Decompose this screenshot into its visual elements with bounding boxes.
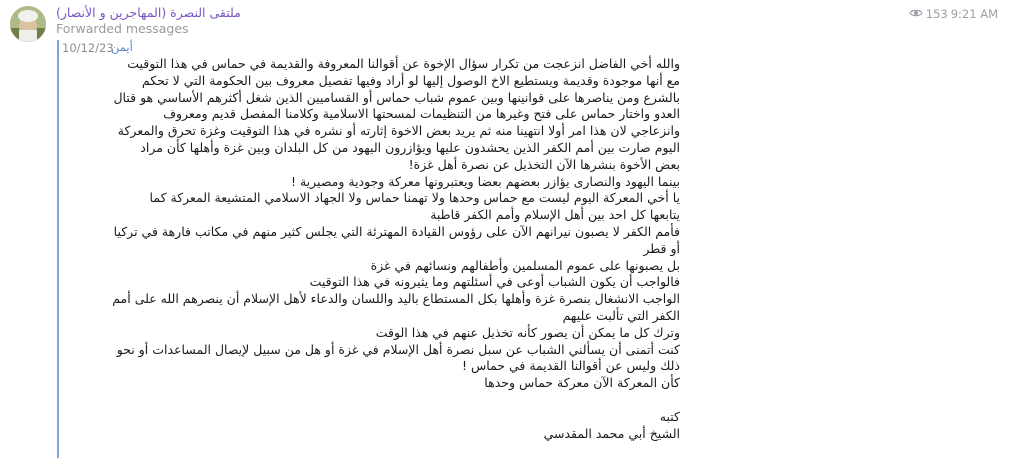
- channel-name[interactable]: ملتقى النصرة (المهاجرين و الأنصار): [56, 5, 241, 20]
- message-line: العدو واختار حماس على فتح وغيرها من التنظيمات لمسحتها الاسلامية وكلامنا المفصل قديم ومعروف: [163, 106, 680, 122]
- message-line: فأمم الكفر لا يصبون نيرانهم الآن على رؤوس القيادة المهترئة التي يجلس كثير منهم في مكاتب فارهة في تركيا: [113, 223, 680, 239]
- message-line: يتابعها كل احد بين أهل الإسلام وأمم الكفر قاطبة: [430, 207, 680, 223]
- message-line: ذلك وليس عن أقوالنا القديمة في حماس !: [461, 358, 680, 374]
- message-line: كأن المعركة الآن معركة حماس وحدها: [484, 375, 680, 391]
- view-count: 153: [925, 7, 948, 21]
- message-line: بل يصبونها على عموم المسلمين وأطفالهم ونسائهم في غزة: [370, 257, 680, 273]
- message-line: الواجب الانشغال بنصرة غزة وأهلها بكل المستطاع باليد واللسان والدعاء لأهل الإسلام أن ينصرهم الله على أمم: [112, 291, 680, 307]
- message-line: بعض الأخوة بنشرها الآن التخذيل عن نصرة أهل غزة!: [408, 156, 680, 172]
- original-author[interactable]: أيمن: [111, 40, 133, 54]
- message-line: أو قطر: [643, 240, 680, 256]
- message-line: بالشرع ومن يناصرها على قوانينها وبين عموم شباب حماس أو القساميين الذين شغل أكثرهم الأساسي هو قتال: [113, 89, 680, 105]
- message-line: كتبه: [659, 408, 680, 424]
- message-line: اليوم صارت بين أمم الكفر الذين يحشدون عليها ويؤازرون اليهود من كل البلدان وبين غزة وأهلها كأن مراد: [140, 139, 680, 155]
- message-line: الشيخ أبي محمد المقدسي: [543, 425, 680, 441]
- message-line: وترك كل ما يمكن أن يصور كأنه تخذيل عنهم في هذا الوقت: [375, 324, 680, 340]
- message-line: والله أخي الفاضل انزعجت من تكرار سؤال الإخوة عن أقوالنا المعروفة والقديمة في حماس في هذا التوقيت: [127, 56, 680, 71]
- message-line: فالواجب أن يكون الشباب أوعى في أسئلتهم وما يثيرونه في هذا التوقيت: [309, 274, 680, 290]
- message-blank-line: [60, 392, 680, 409]
- message-body: [60, 56, 680, 442]
- eye-icon: [909, 7, 923, 21]
- channel-avatar[interactable]: [10, 6, 46, 42]
- message-meta: [909, 7, 998, 21]
- message-time: 9:21 AM: [950, 7, 998, 21]
- avatar-image: [10, 6, 46, 42]
- forward-quote-bar: [57, 40, 59, 458]
- original-date: 10/12/23: [62, 41, 114, 55]
- message-line: بينما اليهود والنصارى يؤازر بعضهم بعضا ويعتبرونها معركة وجودية ومصيرية !: [290, 173, 680, 189]
- message-line: كنت أتمنى أن يسألني الشباب عن سبل نصرة أهل الإسلام في غزة أو هل من سبيل لإيصال المساعدات أو نحو: [116, 341, 680, 357]
- message-line: الكفر التي تألبت عليهم: [562, 307, 680, 323]
- message-line: وانزعاجي لان هذا امر أولا انتهينا منه ثم يريد بعض الاخوة إثارته أو نشره في هذا التوقيت وغزة تحرق والمعركة: [117, 123, 680, 139]
- forwarded-label: Forwarded messages: [56, 21, 189, 36]
- message-line: يا أخي المعركة اليوم ليست مع حماس وحدها ولا تهمنا حماس ولا الجهاد الاسلامي المتشيعة المعركة كما: [149, 190, 680, 206]
- message-line: مع أنها موجودة وقديمة ويستطيع الاخ الوصول إليها لو أراد وفيها تفصيل معروف بين الحكومة التي لا تحكم: [141, 72, 680, 88]
